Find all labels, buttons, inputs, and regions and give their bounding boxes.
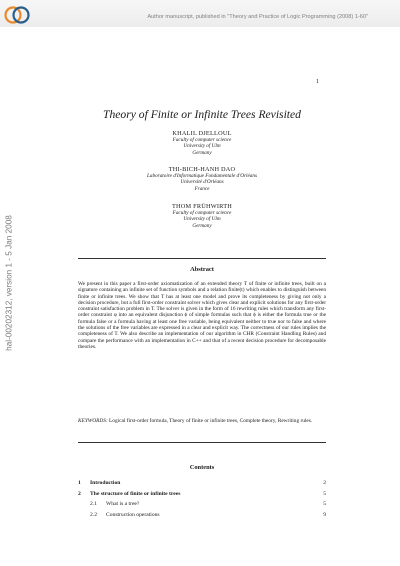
publication-banner: Author manuscript, published in "Theory and Practice of Logic Programming (2008) 1-60": [147, 14, 368, 20]
author-affiliation-line: University of Ulm: [183, 216, 221, 223]
author-affiliation-line: Faculty of computer science: [172, 210, 232, 216]
abstract-text: We present in this paper a first-order axiomatization of an extended theory T of finite or infinite trees, built on a signature containing an infinite set of function symbols and a relation finite(t) which enables to distinguish between finite or infinite trees. We show that T has at least one model and prove its completeness by giving not only a decision procedure, but a full first-order constraint solver which gives clear and explicit solutions for any first-order constraint satisfaction problem in T. The solver is given in the form of 16 rewriting rules which transform any first-order constraint φ into an equivalent disjunction ϕ of simple formulas such that ϕ is either the formula true or the formula false or a formula having at least one free variable, being equivalent neither to true nor to false and where the solutions of the free variables are expressed in a clear and explicit way. The correctness of our rules implies the completeness of T. We also describe an implementation of our algorithm in CHR (Constraint Handling Rules) and compare the performance with an implementation in C++ and that of a recent decision procedure for decomposable theories.: [78, 281, 326, 350]
paper-title: Theory of Finite or Infinite Trees Revisited: [103, 108, 301, 121]
author-affiliation-line: Germany: [192, 149, 212, 156]
author-name: THOM FRÜHWIRTH: [172, 203, 232, 210]
author-block: [70, 166, 334, 192]
author-affiliation-line: France: [194, 185, 210, 192]
keywords: [78, 418, 326, 424]
author-block: [70, 130, 334, 156]
author-name: KHALIL DJELLOUL: [172, 130, 232, 137]
keywords-text: Logical first-order formula, Theory of finite or infinite trees, Complete theory, Rewriting rules.: [109, 418, 313, 424]
contents-heading: Contents: [189, 464, 215, 471]
author-affiliation-line: Faculty of computer science: [172, 137, 232, 143]
author-block: [70, 203, 334, 229]
author-affiliation-line: University of Ulm: [183, 143, 221, 150]
toc-page: 2: [323, 480, 326, 486]
author-affiliation-line: Germany: [192, 222, 212, 229]
table-of-contents: [78, 480, 326, 522]
toc-entry[interactable]: [78, 480, 326, 491]
toc-number: 2.2: [90, 511, 97, 518]
abstract-top-rule: [78, 258, 326, 259]
author-affiliation-line: Université d'Orléans: [180, 179, 224, 186]
abstract-bottom-rule: [78, 442, 326, 443]
toc-label: What is a tree?: [106, 501, 140, 508]
toc-entry[interactable]: [78, 501, 326, 512]
page-number: 1: [316, 79, 319, 85]
toc-number: 2.1: [90, 501, 97, 508]
toc-number: 1: [78, 480, 81, 486]
author-name: THI-BICH-HANH DAO: [168, 166, 236, 173]
toc-label: Introduction: [90, 480, 121, 486]
toc-entry[interactable]: [78, 491, 326, 502]
keywords-label: KEYWORDS:: [78, 418, 108, 424]
hal-identifier: hal-00202312, version 1 - 5 Jan 2008: [4, 215, 14, 351]
toc-label: The structure of finite or infinite trees: [90, 490, 181, 497]
toc-number: 2: [78, 490, 81, 497]
author-affiliation-line: Laboratoire d'Informatique Fondamentale d'Orléans: [147, 173, 257, 179]
toc-page: 5: [323, 501, 326, 508]
hal-logo-icon: [4, 2, 30, 28]
toc-page: 9: [323, 511, 326, 518]
abstract-heading: Abstract: [190, 266, 214, 273]
toc-page: 5: [323, 490, 326, 497]
toc-entry[interactable]: [78, 512, 326, 523]
toc-label: Construction operations: [106, 511, 160, 518]
